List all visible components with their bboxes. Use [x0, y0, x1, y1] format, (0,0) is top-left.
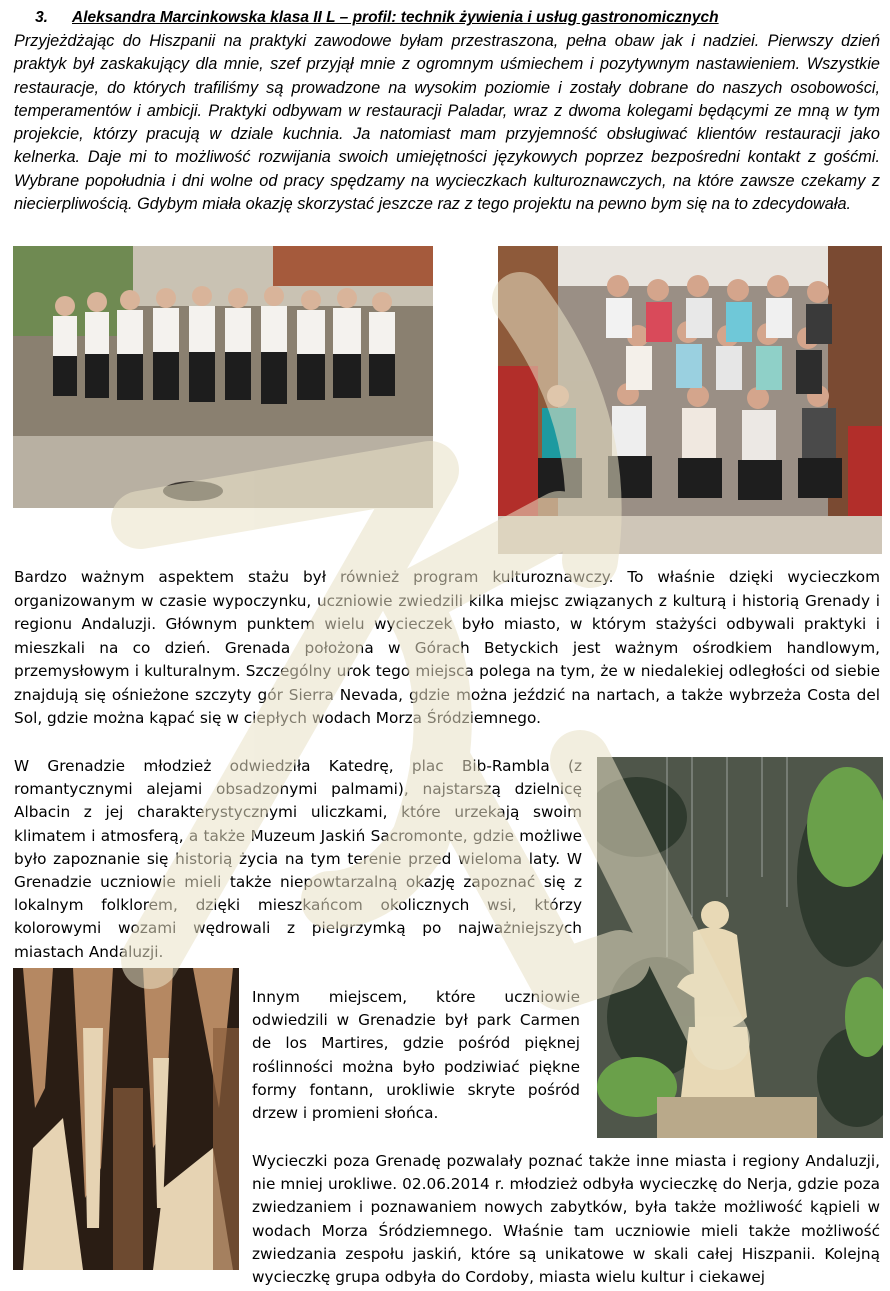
section-heading — [14, 9, 880, 27]
fountain-statue-photo — [597, 757, 883, 1138]
trips-paragraph: Wycieczki poza Grenadę pozwalały poznać także inne miasta i regiony Andaluzji, nie mniej urokliwe. 02.06.2014 r. młodzież odbyła wycieczkę do Nerja, gdzie poza zwiedzaniem i poznawaniem nowych zabytków, była także możliwość kąpieli w wodach Morza Śródziemnego. Właśnie tam uczniowie mieli także możliwość zwiedzania zespołu jaskiń, które są unikatowe w skali całej Hiszpanii. Kolejną wycieczkę grupa odbyła do Cordoby, miasta wielu kultur i ciekawej — [252, 1152, 880, 1287]
intro-paragraph: Przyjeżdżając do Hiszpanii na praktyki zawodowe byłam przestraszona, pełna obaw jak i nadziei. Pierwszy dzień praktyk był zaskakujący dla mnie, szef przyjął mnie z ogromnym uśmiechem i pozytywnym nastawieniem. Wszystkie restauracje, do których trafiliśmy są prowadzone na wysokim poziomie i zostały dobrane do naszych osobowości, temperamentów i ambicji. Praktyki odbywam w restauracji Paladar, wraz z dwoma kolegami będącymi ze mną w tym projekcie, którzy pracują w dziale kuchnia. Ja natomiast mam przyjemność obsługiwać klientów restauracji jako kelnerka. Daje mi to możliwość rozwijania swoich umiejętności językowych poprzez bezpośredni kontakt z gośćmi. Wybrane popołudnia i dni wolne od pracy spędzamy na wycieczkach kulturoznawczych, na które zawsze czekamy z niecierpliwością. Gdybym miała okazję skorzystać jeszcze raz z tego projektu na pewno bym się na to zdecydowała. — [14, 32, 880, 214]
park-paragraph: Innym miejscem, które uczniowie odwiedzili w Grenadzie był park Carmen de los Martires, gdzie pośród pięknej roślinności można było podziwiać piękne formy fontann, urokliwie skryte pośród drzew i promieni słońca. — [252, 988, 580, 1123]
granada-paragraph: W Grenadzie młodzież odwiedziła Katedrę, plac Bib-Rambla (z romantycznymi alejami obsadzonymi palmami), najstarszą dzielnicę Albacin z jej charakterystycznymi uliczkami, które urzekają swoim klimatem i atmosferą, a także Muzeum Jaskiń Sacromonte, gdzie możliwe było zapoznanie się historią życia na tym terenie przed wieloma laty. W Grenadzie uczniowie mieli także niepowtarzalną okazję zapoznać się z lokalnym folklorem, dzięki mieszkańcom okolicznych wsi, którzy kolorowymi wozami wędrowali z pielgrzymką po najważniejszych miastach Andaluzji. — [14, 757, 582, 961]
section-title: Aleksandra Marcinkowska klasa II L – profil: technik żywienia i usług gastronomicznych — [72, 9, 719, 26]
section-number: 3. — [35, 9, 48, 26]
group-photo-street — [498, 246, 882, 554]
group-photo-uniforms — [13, 246, 433, 508]
cave-stalactites-photo — [13, 968, 239, 1270]
culture-paragraph: Bardzo ważnym aspektem stażu był również program kulturoznawczy. To właśnie dzięki wycieczkom organizowanym w czasie wypoczynku, uczniowie zwiedzili kilka miejsc związanych z kulturą i historią Grenady i regionu Andaluzji. Głównym punktem wielu wycieczek było miasto, w którym stażyści odbywali praktyki i mieszkali na co dzień. Grenada położona w Górach Betyckich jest ważnym ośrodkiem handlowym, przemysłowym i kulturalnym. Szczególny urok tego miejsca polega na tym, że w niedalekiej odległości od siebie znajdują się ośnieżone szczyty gór Sierra Nevada, gdzie można jeździć na nartach, a także wybrzeża Costa del Sol, gdzie można kąpać się w ciepłych wodach Morza Śródziemnego. — [14, 568, 880, 727]
